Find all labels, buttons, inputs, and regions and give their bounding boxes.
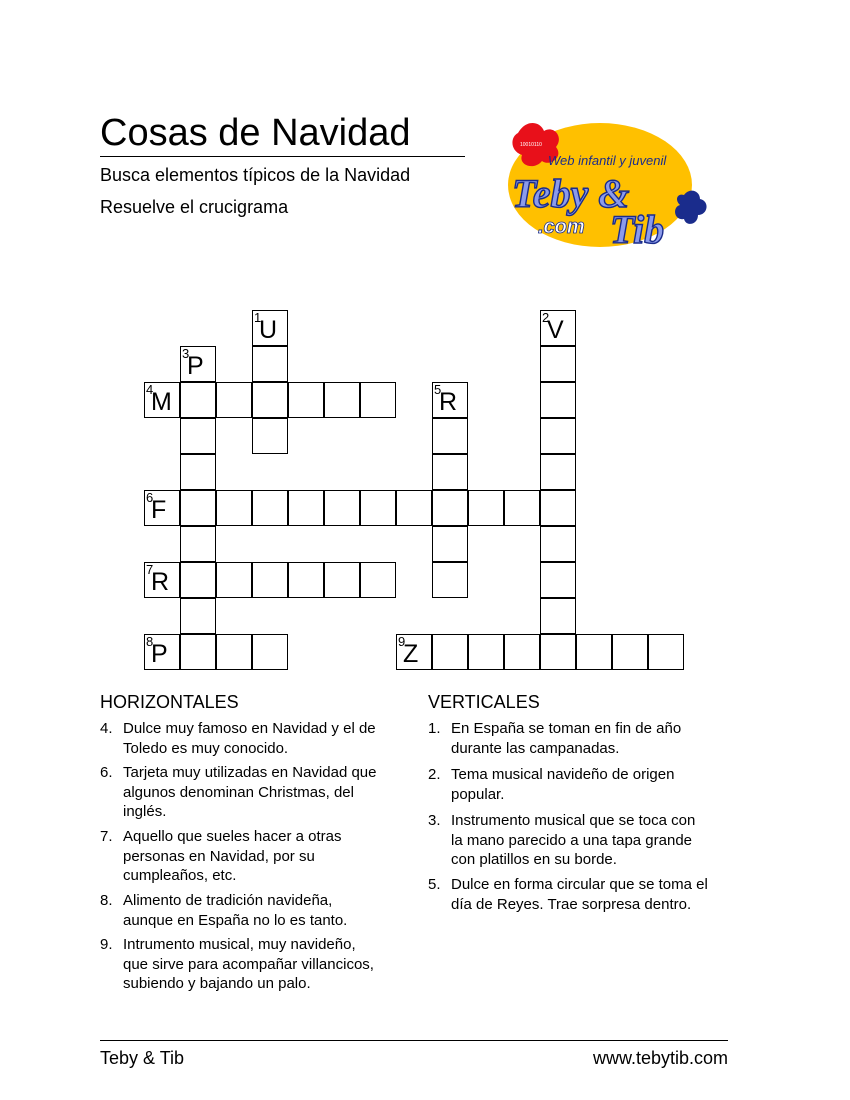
clue-text: Alimento de tradición navideña, aunque en España no lo es tanto.	[123, 892, 348, 929]
clue-text: Dulce muy famoso en Navidad y el de Toledo es muy conocido.	[123, 720, 376, 757]
grid-cell-clue-1[interactable]	[252, 310, 288, 346]
logo-brand-line2: Tib	[610, 207, 665, 252]
grid-cell[interactable]	[252, 382, 288, 418]
grid-cell[interactable]	[612, 634, 648, 670]
grid-cell[interactable]	[180, 526, 216, 562]
clue-number: 2.	[428, 766, 441, 783]
clue-horizontal-8	[100, 891, 380, 930]
grid-cell-clue-3[interactable]	[180, 346, 216, 382]
grid-cell[interactable]	[468, 490, 504, 526]
grid-cell[interactable]	[180, 490, 216, 526]
subtitle-solve: Resuelve el crucigrama	[100, 197, 289, 217]
cell-letter: R	[151, 568, 170, 596]
grid-cell[interactable]	[216, 490, 252, 526]
grid-cell[interactable]	[540, 526, 576, 562]
logo-brand-line1: Teby &	[512, 171, 630, 216]
grid-cell[interactable]	[432, 418, 468, 454]
grid-cell[interactable]	[360, 562, 396, 598]
title-divider	[100, 156, 465, 157]
cell-letter: V	[547, 316, 564, 344]
footer-url: www.tebytib.com	[592, 1048, 728, 1068]
cell-letter: R	[439, 388, 458, 416]
clue-text: Intrumento musical, muy navideño, que sirve para acompañar villancicos, subiendo y bajando un palo.	[123, 936, 374, 992]
cell-number: 4	[146, 382, 154, 397]
clue-number: 3.	[428, 812, 441, 829]
page-title: Cosas de Navidad	[100, 112, 411, 154]
grid-cell[interactable]	[252, 562, 288, 598]
grid-cell[interactable]	[180, 562, 216, 598]
grid-cell[interactable]	[360, 382, 396, 418]
grid-cell-clue-4[interactable]	[144, 382, 180, 418]
clue-number: 7.	[100, 828, 113, 845]
grid-cell[interactable]	[504, 634, 540, 670]
cell-number: 1	[254, 310, 262, 325]
grid-cell[interactable]	[540, 598, 576, 634]
grid-cell[interactable]	[540, 562, 576, 598]
grid-cell-clue-7[interactable]	[144, 562, 180, 598]
clue-number: 1.	[428, 720, 441, 737]
grid-cell[interactable]	[396, 490, 432, 526]
grid-cell[interactable]	[216, 382, 252, 418]
grid-cell[interactable]	[180, 454, 216, 490]
cell-letter: M	[151, 388, 172, 416]
clue-text: Tema musical navideño de origen popular.	[451, 766, 675, 803]
cell-letter: U	[259, 316, 278, 344]
grid-cell[interactable]	[432, 562, 468, 598]
grid-cell[interactable]	[288, 490, 324, 526]
cell-number: 6	[146, 490, 154, 505]
grid-cell[interactable]	[252, 418, 288, 454]
clue-text: Dulce en forma circular que se toma el día de Reyes. Trae sorpresa dentro.	[451, 876, 708, 913]
cell-number: 8	[146, 634, 154, 649]
clue-horizontal-7	[100, 827, 380, 886]
grid-cell-clue-5[interactable]	[432, 382, 468, 418]
grid-cell[interactable]	[324, 562, 360, 598]
cell-letter: P	[187, 352, 204, 380]
clue-horizontal-4	[100, 719, 380, 758]
grid-cell[interactable]	[504, 490, 540, 526]
grid-cell[interactable]	[576, 634, 612, 670]
grid-cell[interactable]	[180, 598, 216, 634]
grid-cell[interactable]	[540, 454, 576, 490]
grid-cell[interactable]	[180, 382, 216, 418]
clue-vertical-1	[428, 719, 708, 758]
vertical-clues-heading: VERTICALES	[428, 692, 540, 712]
clue-horizontal-6	[100, 763, 380, 822]
horizontal-clues-heading: HORIZONTALES	[100, 692, 239, 712]
grid-cell[interactable]	[540, 346, 576, 382]
grid-cell[interactable]	[432, 490, 468, 526]
cell-number: 2	[542, 310, 550, 325]
cell-number: 5	[434, 382, 442, 397]
grid-cell[interactable]	[216, 562, 252, 598]
grid-cell[interactable]	[432, 634, 468, 670]
clue-text: Instrumento musical que se toca con la mano parecido a una tapa grande con platillos en su borde.	[451, 812, 696, 868]
cell-letter: Z	[403, 640, 419, 668]
logo-tiny-code: 10010110	[520, 142, 542, 148]
grid-cell[interactable]	[288, 382, 324, 418]
grid-cell[interactable]	[324, 382, 360, 418]
grid-cell[interactable]	[360, 490, 396, 526]
grid-cell[interactable]	[252, 634, 288, 670]
grid-cell[interactable]	[540, 418, 576, 454]
grid-cell-clue-2[interactable]	[540, 310, 576, 346]
cell-letter: F	[151, 496, 167, 524]
clue-number: 8.	[100, 892, 113, 909]
grid-cell[interactable]	[540, 490, 576, 526]
grid-cell[interactable]	[648, 634, 684, 670]
grid-cell[interactable]	[180, 418, 216, 454]
grid-cell[interactable]	[180, 634, 216, 670]
grid-cell-clue-9[interactable]	[396, 634, 432, 670]
grid-cell[interactable]	[468, 634, 504, 670]
grid-cell[interactable]	[432, 526, 468, 562]
footer-divider	[100, 1040, 728, 1041]
clue-number: 4.	[100, 720, 113, 737]
grid-cell[interactable]	[252, 346, 288, 382]
cell-number: 7	[146, 562, 154, 577]
grid-cell[interactable]	[432, 454, 468, 490]
footer-brand: Teby & Tib	[100, 1048, 185, 1068]
logo-tagline: Web infantil y juvenil	[548, 153, 667, 168]
clue-text: Aquello que sueles hacer a otras personas en Navidad, por su cumpleaños, etc.	[123, 828, 342, 884]
clue-horizontal-9	[100, 935, 380, 994]
clue-number: 5.	[428, 876, 441, 893]
cell-letter: P	[151, 640, 168, 668]
cell-number: 9	[398, 634, 406, 649]
grid-cell[interactable]	[252, 490, 288, 526]
subtitle-search: Busca elementos típicos de la Navidad	[100, 165, 411, 185]
clue-vertical-5	[428, 875, 708, 914]
clue-vertical-2	[428, 765, 708, 804]
clue-number: 9.	[100, 936, 113, 953]
grid-cell[interactable]	[540, 634, 576, 670]
clue-number: 6.	[100, 764, 113, 781]
teby-tib-logo	[500, 115, 720, 255]
grid-cell-clue-6[interactable]	[144, 490, 180, 526]
logo-domain: .com	[538, 216, 585, 238]
grid-cell[interactable]	[216, 634, 252, 670]
clue-text: Tarjeta muy utilizadas en Navidad que algunos denominan Christmas, del inglés.	[123, 764, 377, 820]
grid-cell[interactable]	[288, 562, 324, 598]
grid-cell[interactable]	[324, 490, 360, 526]
clue-text: En España se toman en fin de año durante las campanadas.	[451, 720, 682, 757]
cell-number: 3	[182, 346, 190, 361]
grid-cell[interactable]	[540, 382, 576, 418]
clue-vertical-3	[428, 811, 708, 870]
grid-cell-clue-8[interactable]	[144, 634, 180, 670]
